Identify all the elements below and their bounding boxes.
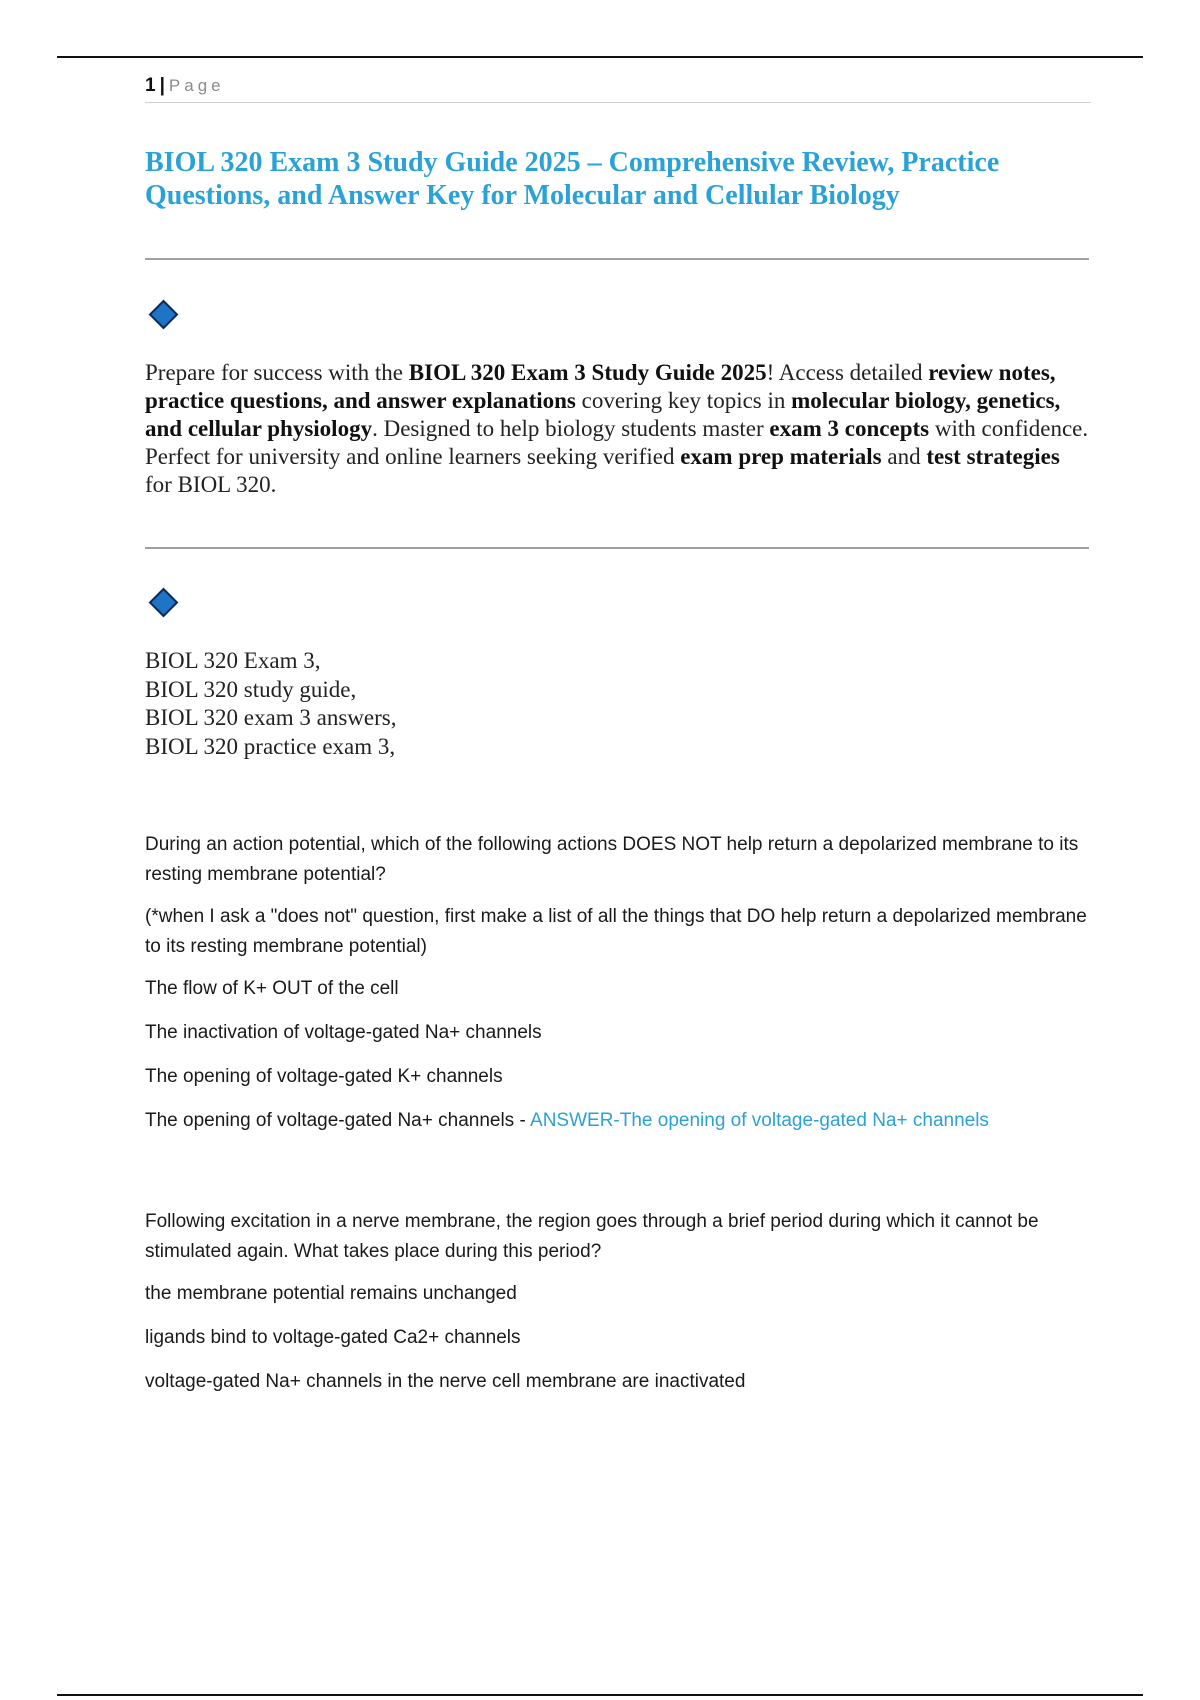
question-block <box>145 830 1091 1136</box>
intro-text: Prepare for success with the <box>145 360 409 385</box>
keyword-item: BIOL 320 exam 3 answers, <box>145 705 397 730</box>
intro-emphasis: molecular biology, genetics, and cellular physiology <box>145 388 1061 441</box>
intro-emphasis: exam prep materials <box>680 444 882 469</box>
intro-text: ! Access detailed <box>766 360 929 385</box>
page-header <box>145 74 1091 103</box>
question-stem: During an action potential, which of the following actions DOES NOT help return a depolarized membrane to its resting membrane potential? <box>145 834 1079 885</box>
question-block <box>145 1207 1091 1397</box>
keyword-item: BIOL 320 practice exam 3, <box>145 733 396 759</box>
page-bottom-rule <box>57 1694 1143 1696</box>
intro-text: for BIOL 320. <box>145 472 277 497</box>
document-title: BIOL 320 Exam 3 Study Guide 2025 – Comprehensive Review, Practice Questions, and Answer Key for Molecular and Cellular Biology <box>145 147 1000 211</box>
question-stem: Following excitation in a nerve membrane, the region goes through a brief period during which it cannot be stimulated again. What takes place during this period? <box>145 1211 1039 1262</box>
keyword-item: BIOL 320 study guide, <box>145 676 357 702</box>
intro-emphasis: review notes, practice questions, and answer explanations <box>145 360 1056 413</box>
intro-text: . Designed to help biology students master <box>372 416 770 441</box>
page-header-separator: | <box>159 75 165 96</box>
intro-paragraph <box>145 359 1091 499</box>
question-note: (*when I ask a "does not" question, first make a list of all the things that DO help return a depolarized membrane to its resting membrane potential) <box>145 906 1087 957</box>
answer-option: voltage-gated Na+ channels in the nerve cell membrane are inactivated <box>145 1371 746 1392</box>
answer-key: ANSWER-The opening of voltage-gated Na+ channels <box>530 1110 989 1131</box>
answer-option: The inactivation of voltage-gated Na+ channels <box>145 1022 542 1043</box>
section-divider <box>145 258 1089 260</box>
answer-option: The opening of voltage-gated K+ channels <box>145 1066 503 1087</box>
answer-option: The flow of K+ OUT of the cell <box>145 978 399 999</box>
keyword-item: BIOL 320 Exam 3, <box>145 648 321 673</box>
intro-text: with confidence. Perfect for university and online learners seeking verified <box>145 416 1089 469</box>
intro-emphasis: exam 3 concepts <box>769 416 930 441</box>
intro-emphasis: BIOL 320 Exam 3 Study Guide 2025 <box>408 360 767 385</box>
diamond-bullet-icon <box>149 588 179 618</box>
page-word: Page <box>168 76 225 95</box>
answer-option <box>145 1106 1091 1136</box>
keyword-list <box>145 647 745 761</box>
diamond-bullet-icon <box>149 300 179 330</box>
answer-option-text: The opening of voltage-gated Na+ channels - <box>145 1110 531 1131</box>
intro-text: covering key topics in <box>575 388 792 413</box>
page-top-rule <box>57 56 1143 58</box>
intro-emphasis: test strategies <box>926 444 1060 469</box>
page-number: 1 <box>145 75 156 96</box>
intro-text: and <box>881 444 927 469</box>
answer-option: the membrane potential remains unchanged <box>145 1283 517 1304</box>
section-divider <box>145 547 1089 549</box>
answer-option: ligands bind to voltage-gated Ca2+ channels <box>145 1327 521 1348</box>
